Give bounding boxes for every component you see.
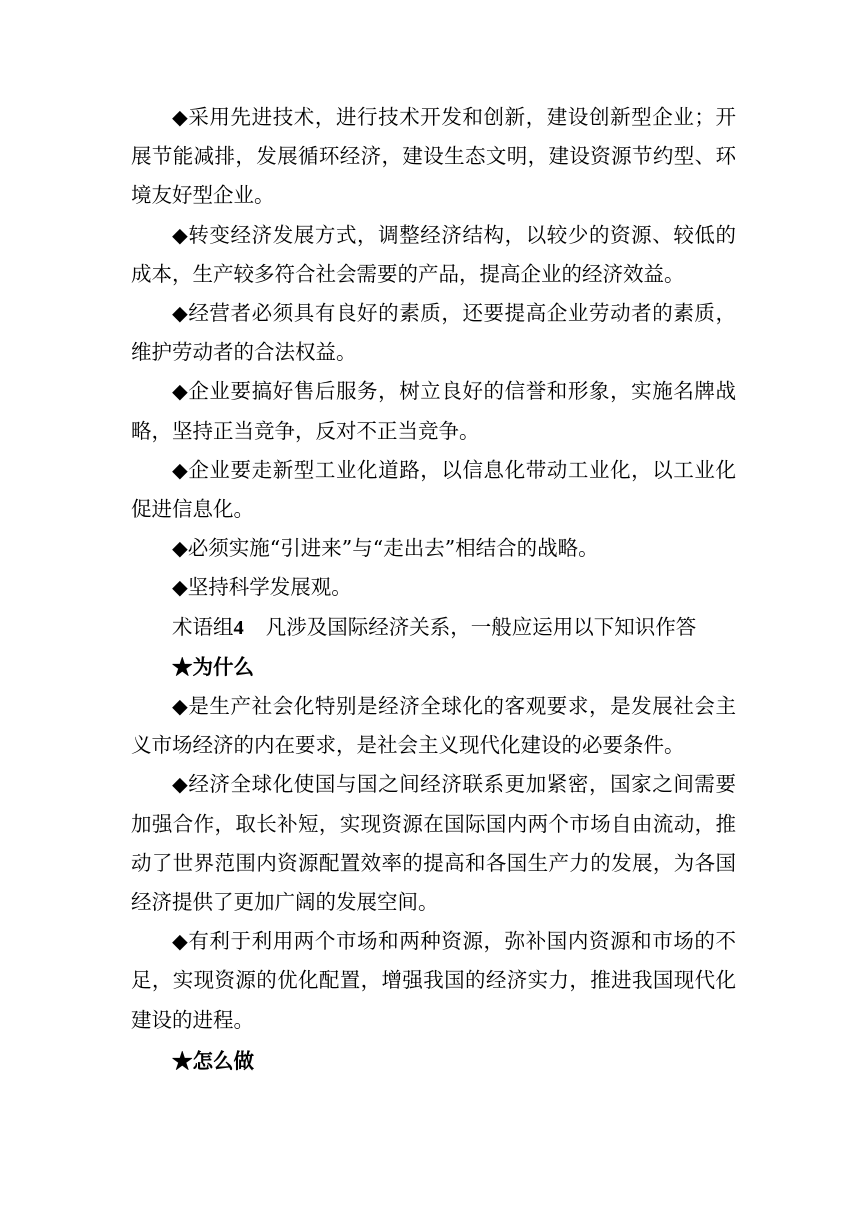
paragraph-two-markets: ◆有利于利用两个市场和两种资源，弥补国内资源和市场的不足，实现资源的优化配置，增强我国的经济实力，推进我国现代化建设的进程。	[131, 929, 736, 1032]
paragraph-economic-mode: ◆转变经济发展方式，调整经济结构，以较少的资源、较低的成本，生产较多符合社会需要的产品，提高企业的经济效益。	[131, 222, 736, 286]
why-heading: ★为什么	[172, 654, 254, 679]
paragraph-tech-innovation: ◆采用先进技术，进行技术开发和创新，建设创新型企业；开展节能减排，发展循环经济，建设生态文明，建设资源节约型、环境友好型企业。	[131, 105, 736, 208]
paragraph-after-sales: ◆企业要搞好售后服务，树立良好的信誉和形象，实施名牌战略，坚持正当竞争，反对不正当竞争。	[131, 379, 736, 443]
paragraph-worker-quality: ◆经营者必须具有良好的素质，还要提高企业劳动者的素质，维护劳动者的合法权益。	[131, 301, 736, 365]
paragraph-bring-in-go-out: ◆必须实施“引进来”与“走出去”相结合的战略。	[172, 536, 599, 561]
paragraph-objective-requirement: ◆是生产社会化特别是经济全球化的客观要求，是发展社会主义市场经济的内在要求，是社会主义现代化建设的必要条件。	[131, 694, 736, 758]
paragraph-globalization: ◆经济全球化使国与国之间经济联系更加紧密，国家之间需要加强合作，取长补短，实现资源在国际国内两个市场自由流动，推动了世界范围内资源配置效率的提高和各国生产力的发展，为各国经济提供了更加广阔的发展空间。	[131, 772, 736, 915]
term-group-heading	[131, 608, 736, 648]
document-page	[131, 98, 736, 1081]
term-group-label: 术语组	[172, 614, 234, 639]
how-heading: ★怎么做	[172, 1048, 254, 1073]
term-group-number: 4	[233, 616, 244, 639]
term-group-text: 凡涉及国际经济关系，一般应运用以下知识作答	[265, 614, 697, 639]
paragraph-industrialization: ◆企业要走新型工业化道路，以信息化带动工业化，以工业化促进信息化。	[131, 457, 736, 522]
paragraph-scientific-outlook: ◆坚持科学发展观。	[172, 575, 352, 600]
